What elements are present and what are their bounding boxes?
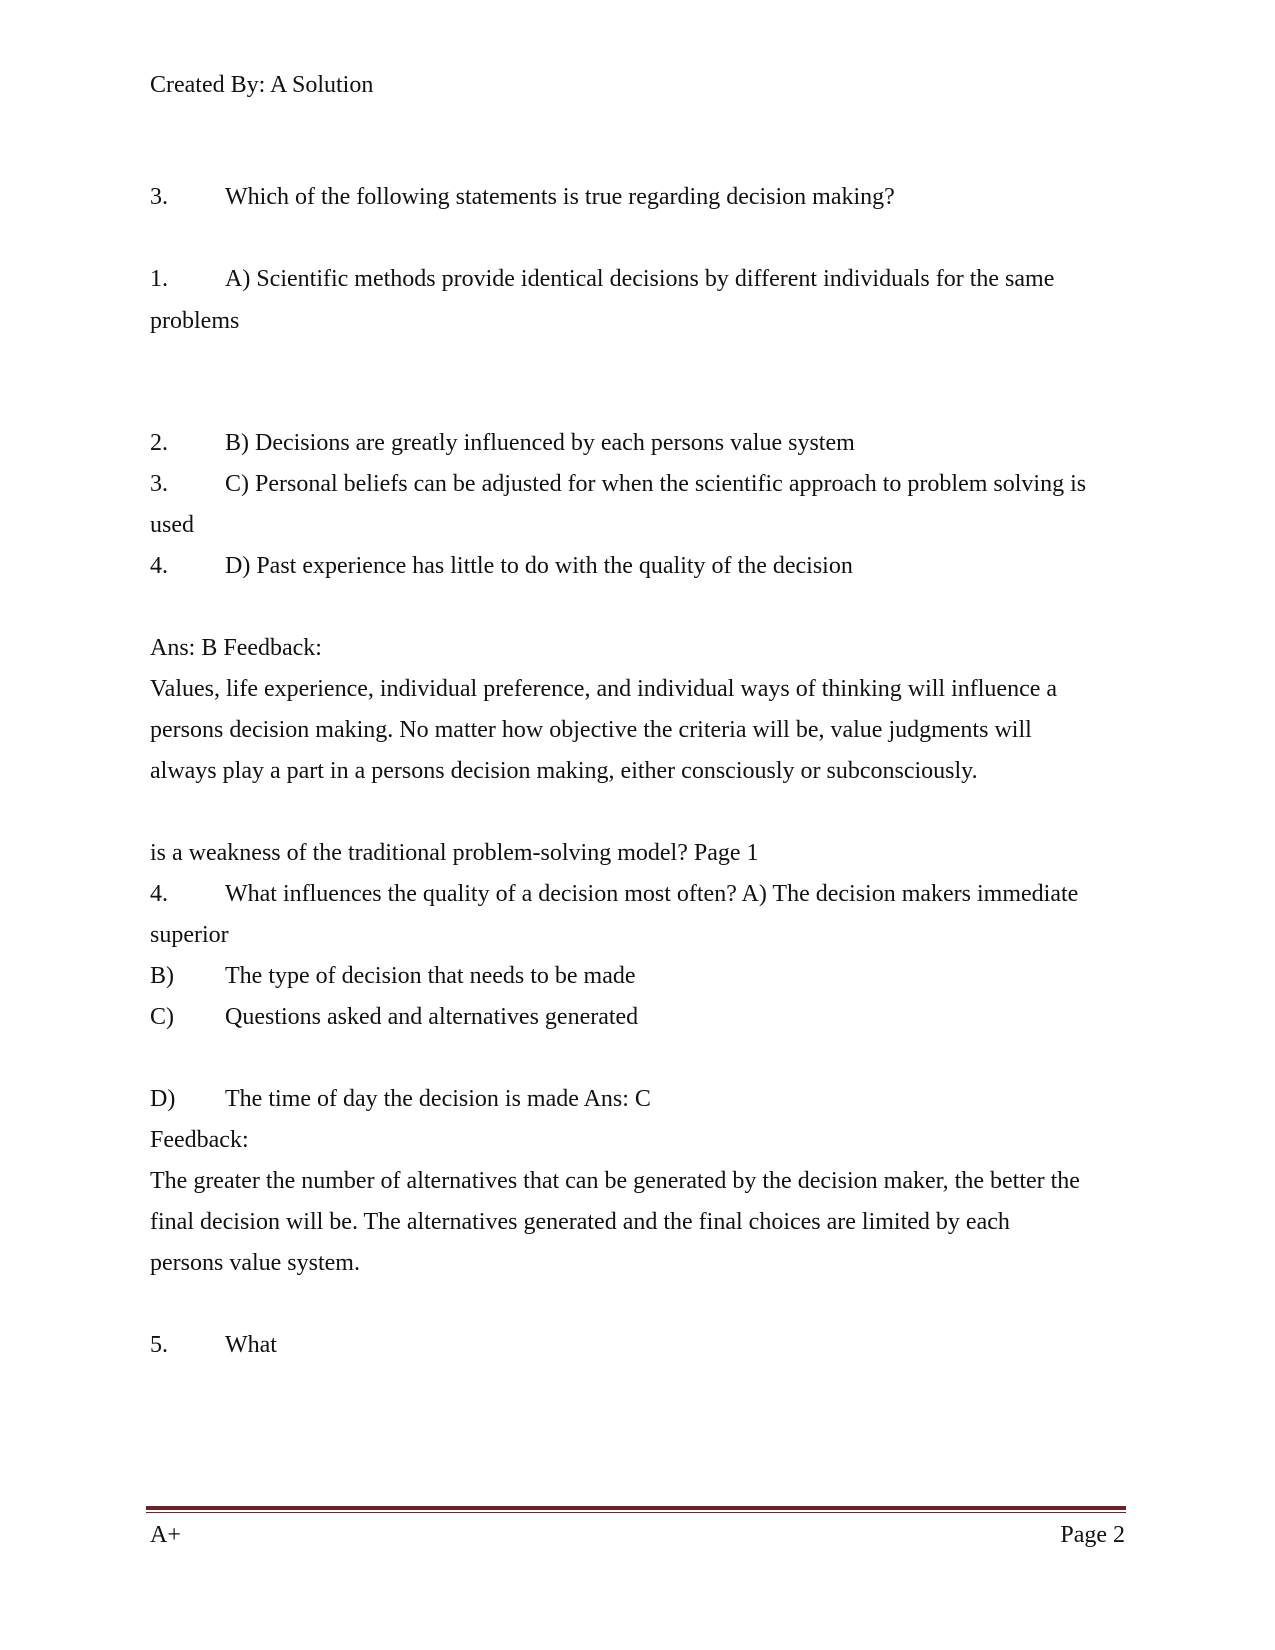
feedback-line: persons decision making. No matter how objective the criteria will be, value judgments will bbox=[150, 717, 1032, 743]
option-line bbox=[150, 428, 855, 458]
question-number: 3. bbox=[150, 184, 168, 210]
option-text: A) Scientific methods provide identical decisions by different individuals for the same bbox=[225, 266, 1055, 292]
feedback-line: final decision will be. The alternatives generated and the final choices are limited by each bbox=[150, 1209, 1010, 1235]
answer-line: Ans: B Feedback: bbox=[150, 635, 322, 661]
option-number: 3. bbox=[150, 471, 168, 497]
feedback-line: persons value system. bbox=[150, 1250, 360, 1276]
option-number: 4. bbox=[150, 553, 168, 579]
option-continuation: used bbox=[150, 512, 194, 538]
option-text: The type of decision that needs to be made bbox=[225, 963, 636, 989]
created-by: Created By: A Solution bbox=[150, 72, 374, 98]
feedback-line: The greater the number of alternatives that can be generated by the decision maker, the better the bbox=[150, 1168, 1080, 1194]
option-text: C) Personal beliefs can be adjusted for when the scientific approach to problem solving is bbox=[225, 471, 1087, 497]
footer-divider bbox=[146, 1506, 1126, 1513]
question-text: What influences the quality of a decision most often? A) The decision makers immediate bbox=[225, 881, 1079, 907]
question-text: Which of the following statements is true regarding decision making? bbox=[225, 184, 895, 210]
option-line bbox=[150, 551, 853, 581]
feedback-label: Feedback: bbox=[150, 1127, 249, 1153]
question-3-line bbox=[150, 182, 895, 212]
option-letter: C) bbox=[150, 1004, 174, 1030]
option-letter: B) bbox=[150, 963, 174, 989]
option-number: 2. bbox=[150, 430, 168, 456]
option-line bbox=[150, 961, 636, 991]
option-line bbox=[150, 264, 1054, 294]
question-number: 5. bbox=[150, 1332, 168, 1358]
option-line bbox=[150, 1002, 638, 1032]
feedback-line: always play a part in a persons decision making, either consciously or subconsciously. bbox=[150, 758, 978, 784]
option-letter: D) bbox=[150, 1086, 176, 1112]
question-continuation: superior bbox=[150, 922, 229, 948]
text-fragment: is a weakness of the traditional problem-solving model? Page 1 bbox=[150, 840, 759, 866]
footer-left-text: A+ bbox=[150, 1522, 181, 1548]
option-line bbox=[150, 469, 1086, 499]
option-text: B) Decisions are greatly influenced by each persons value system bbox=[225, 430, 855, 456]
feedback-line: Values, life experience, individual preference, and individual ways of thinking will influence a bbox=[150, 676, 1058, 702]
page-number: Page 2 bbox=[1060, 1522, 1125, 1548]
question-text: What bbox=[225, 1332, 277, 1358]
question-5-line bbox=[150, 1330, 277, 1360]
option-text: The time of day the decision is made Ans: C bbox=[225, 1086, 651, 1112]
question-number: 4. bbox=[150, 881, 168, 907]
question-4-line bbox=[150, 879, 1078, 909]
option-text: Questions asked and alternatives generated bbox=[225, 1004, 639, 1030]
option-line bbox=[150, 1084, 651, 1114]
option-continuation: problems bbox=[150, 308, 240, 334]
option-number: 1. bbox=[150, 266, 168, 292]
option-text: D) Past experience has little to do with the quality of the decision bbox=[225, 553, 853, 579]
